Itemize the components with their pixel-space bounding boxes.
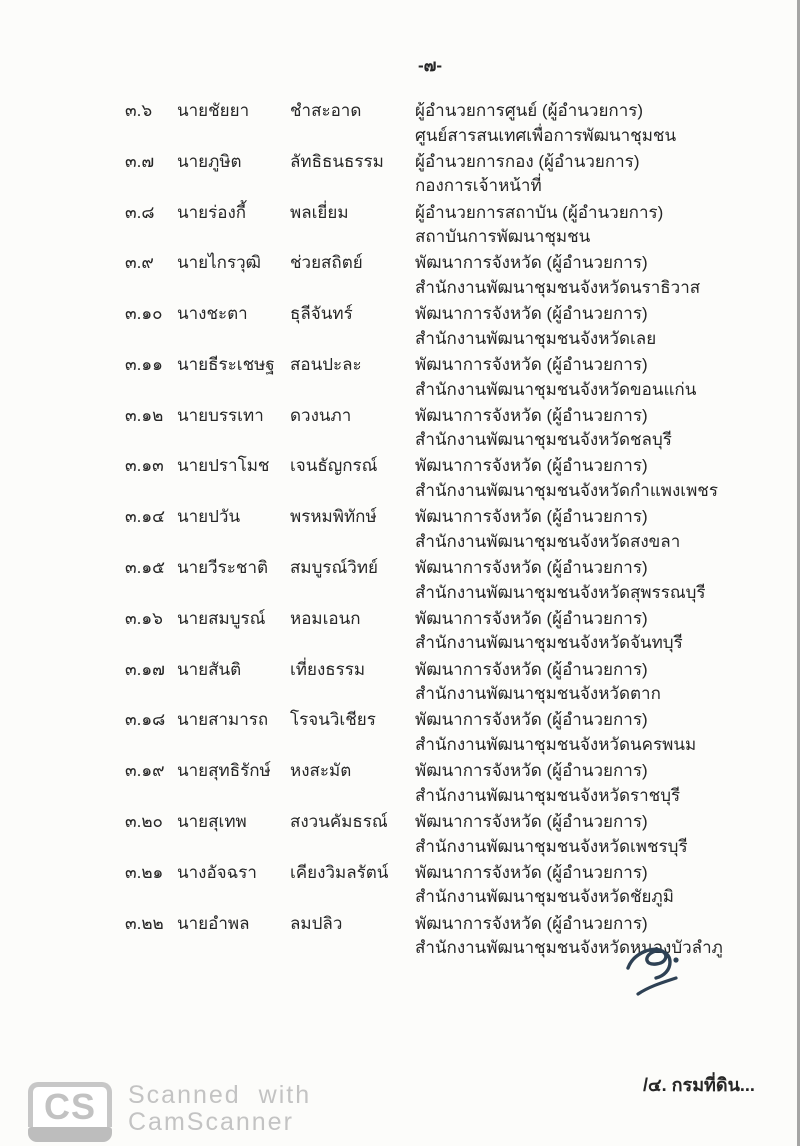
entry-last-name: เคียงวิมลรัตน์ (290, 862, 389, 882)
entry-office: สำนักงานพัฒนาชุมชนจังหวัดชัยภูมิ (415, 887, 674, 907)
entry-office: สำนักงานพัฒนาชุมชนจังหวัดสงขลา (415, 531, 681, 551)
entry-last-name: หงสะมัต (290, 761, 352, 781)
table-row (125, 99, 790, 148)
entry-first-name: นายสามารถ (177, 710, 269, 730)
entry-position-office (415, 404, 790, 453)
entry-position-office (415, 353, 790, 402)
entry-last-name: ช่วยสถิตย์ (290, 253, 363, 273)
entry-position: พัฒนาการจังหวัด (ผู้อำนวยการ) (415, 608, 648, 628)
entry-office: สำนักงานพัฒนาชุมชนจังหวัดขอนแก่น (415, 379, 697, 399)
entry-last-name: หอมเอนก (290, 608, 361, 628)
table-row (125, 353, 790, 402)
entry-number: ๓.๒๒ (125, 913, 164, 933)
entry-first-name: นายวีระชาติ (177, 558, 269, 578)
entry-first-name: นายปวัน (177, 507, 241, 527)
entry-position-office (415, 708, 790, 757)
entry-position: พัฒนาการจังหวัด (ผู้อำนวยการ) (415, 659, 648, 679)
entry-position-office (415, 810, 790, 859)
camscanner-text-line2: CamScanner (128, 1108, 294, 1136)
entry-position: พัฒนาการจังหวัด (ผู้อำนวยการ) (415, 761, 648, 781)
entry-first-name: นางอัจฉรา (177, 862, 257, 882)
entry-first-name: นายภูษิต (177, 151, 242, 171)
entry-position-office (415, 302, 790, 351)
entry-position: ผู้อำนวยการกอง (ผู้อำนวยการ) (415, 151, 640, 171)
entry-first-name: นายสุเทพ (177, 811, 247, 831)
entry-position-office (415, 454, 790, 503)
entry-number: ๓.๒๑ (125, 862, 164, 882)
entry-number: ๓.๑๓ (125, 456, 164, 476)
cs-icon-base (28, 1127, 112, 1142)
entry-last-name: ชำสะอาด (290, 101, 362, 120)
entry-position-office (415, 99, 790, 148)
entry-position: ผู้อำนวยการศูนย์ (ผู้อำนวยการ) (415, 101, 644, 120)
entry-position-office (415, 912, 790, 961)
entry-position: พัฒนาการจังหวัด (ผู้อำนวยการ) (415, 862, 648, 882)
entry-office: ศูนย์สารสนเทศเพื่อการพัฒนาชุมชน (415, 125, 677, 145)
table-row (125, 861, 790, 910)
entry-office: สำนักงานพัฒนาชุมชนจังหวัดกำแพงเพชร (415, 481, 718, 501)
entry-first-name: นายไกรวุฒิ (177, 253, 262, 273)
entry-position-office (415, 861, 790, 910)
entry-number: ๓.๑๙ (125, 761, 165, 781)
entry-number: ๓.๒๐ (125, 811, 163, 831)
table-row (125, 404, 790, 453)
entry-last-name: พลเยี่ยม (290, 202, 349, 222)
entry-last-name: สงวนคัมธรณ์ (290, 811, 388, 831)
entry-position: พัฒนาการจังหวัด (ผู้อำนวยการ) (415, 913, 648, 933)
cs-icon-letters: CS (43, 1086, 96, 1127)
entry-position: พัฒนาการจังหวัด (ผู้อำนวยการ) (415, 710, 648, 730)
entry-position: พัฒนาการจังหวัด (ผู้อำนวยการ) (415, 405, 648, 425)
table-row (125, 708, 790, 757)
entry-first-name: นายสุทธิรักษ์ (177, 761, 271, 781)
entry-office: สำนักงานพัฒนาชุมชนจังหวัดเลย (415, 328, 657, 348)
entry-office: สำนักงานพัฒนาชุมชนจังหวัดนราธิวาส (415, 277, 701, 297)
entry-office: สำนักงานพัฒนาชุมชนจังหวัดเพชรบุรี (415, 836, 688, 856)
entry-position: พัฒนาการจังหวัด (ผู้อำนวยการ) (415, 456, 648, 476)
table-row (125, 607, 790, 656)
entry-position-office (415, 505, 790, 554)
entry-office: สถาบันการพัฒนาชุมชน (415, 227, 591, 247)
table-row (125, 556, 790, 605)
entry-position-office (415, 658, 790, 707)
entry-last-name: ดวงนภา (290, 405, 352, 425)
entry-position-office (415, 759, 790, 808)
entry-first-name: นายธีระเชษฐ (177, 354, 275, 374)
table-row (125, 505, 790, 554)
personnel-list (125, 99, 790, 962)
entry-office: สำนักงานพัฒนาชุมชนจังหวัดหนองบัวลำภู (415, 938, 723, 958)
entry-position-office (415, 251, 790, 300)
entry-first-name: นายชัยยา (177, 101, 250, 120)
entry-first-name: นางชะตา (177, 304, 248, 324)
table-row (125, 302, 790, 351)
entry-number: ๓.๑๗ (125, 659, 165, 679)
entry-number: ๓.๑๑ (125, 354, 163, 374)
entry-number: ๓.๑๘ (125, 710, 166, 730)
table-row (125, 658, 790, 707)
entry-first-name: นายสันติ (177, 659, 242, 679)
entry-number: ๓.๑๔ (125, 507, 166, 527)
entry-first-name: นายปราโมช (177, 456, 270, 476)
entry-last-name: พรหมพิทักษ์ (290, 507, 377, 527)
table-row (125, 150, 790, 199)
camscanner-text-line1: Scanned with (128, 1081, 312, 1109)
table-row (125, 759, 790, 808)
entry-last-name: สอนปะละ (290, 354, 362, 374)
camscanner-icon (28, 1082, 112, 1142)
entry-office: สำนักงานพัฒนาชุมชนจังหวัดชลบุรี (415, 430, 672, 450)
entry-number: ๓.๙ (125, 253, 154, 273)
entry-first-name: นายสมบูรณ์ (177, 608, 266, 628)
entry-position: พัฒนาการจังหวัด (ผู้อำนวยการ) (415, 253, 648, 273)
entry-position-office (415, 607, 790, 656)
entry-office: สำนักงานพัฒนาชุมชนจังหวัดจันทบุรี (415, 633, 683, 653)
table-row (125, 454, 790, 503)
entry-last-name: ลัทธิธนธรรม (290, 151, 384, 171)
entry-number: ๓.๖ (125, 101, 153, 120)
entry-position: ผู้อำนวยการสถาบัน (ผู้อำนวยการ) (415, 202, 664, 222)
handwritten-initial-mark (620, 938, 692, 1006)
continuation-note: /๔. กรมที่ดิน... (643, 1075, 755, 1095)
entry-position-office (415, 150, 790, 199)
entry-last-name: สมบูรณ์วิทย์ (290, 558, 378, 578)
entry-number: ๓.๑๒ (125, 405, 164, 425)
entry-office: สำนักงานพัฒนาชุมชนจังหวัดนครพนม (415, 734, 697, 754)
camscanner-text (128, 1082, 311, 1136)
entry-last-name: ลมปลิว (290, 913, 343, 933)
entry-number: ๓.๑๖ (125, 608, 163, 628)
entry-first-name: นายอำพล (177, 913, 250, 933)
entry-office: สำนักงานพัฒนาชุมชนจังหวัดราชบุรี (415, 785, 681, 805)
entry-first-name: นายบรรเทา (177, 405, 264, 425)
entry-position: พัฒนาการจังหวัด (ผู้อำนวยการ) (415, 304, 648, 324)
entry-last-name: ธุลีจันทร์ (290, 304, 353, 324)
entry-office: สำนักงานพัฒนาชุมชนจังหวัดตาก (415, 684, 661, 704)
entry-last-name: เจนธัญกรณ์ (290, 456, 378, 476)
table-row (125, 810, 790, 859)
entry-first-name: นายร่องกี้ (177, 202, 247, 222)
entry-number: ๓.๑๕ (125, 558, 166, 578)
table-row (125, 201, 790, 250)
entry-number: ๓.๑๐ (125, 304, 163, 324)
page-number: -๗- (417, 56, 443, 75)
entry-position-office (415, 201, 790, 250)
entry-last-name: โรจนวิเชียร (290, 710, 376, 730)
entry-number: ๓.๘ (125, 202, 155, 222)
entry-position: พัฒนาการจังหวัด (ผู้อำนวยการ) (415, 811, 648, 831)
camscanner-watermark (28, 1082, 311, 1142)
table-row (125, 251, 790, 300)
entry-office: กองการเจ้าหน้าที่ (415, 176, 542, 196)
entry-last-name: เที่ยงธรรม (290, 659, 366, 679)
entry-office: สำนักงานพัฒนาชุมชนจังหวัดสุพรรณบุรี (415, 582, 706, 602)
entry-position: พัฒนาการจังหวัด (ผู้อำนวยการ) (415, 558, 648, 578)
entry-position: พัฒนาการจังหวัด (ผู้อำนวยการ) (415, 507, 648, 527)
entry-position-office (415, 556, 790, 605)
entry-position: พัฒนาการจังหวัด (ผู้อำนวยการ) (415, 354, 648, 374)
entry-number: ๓.๗ (125, 151, 155, 171)
